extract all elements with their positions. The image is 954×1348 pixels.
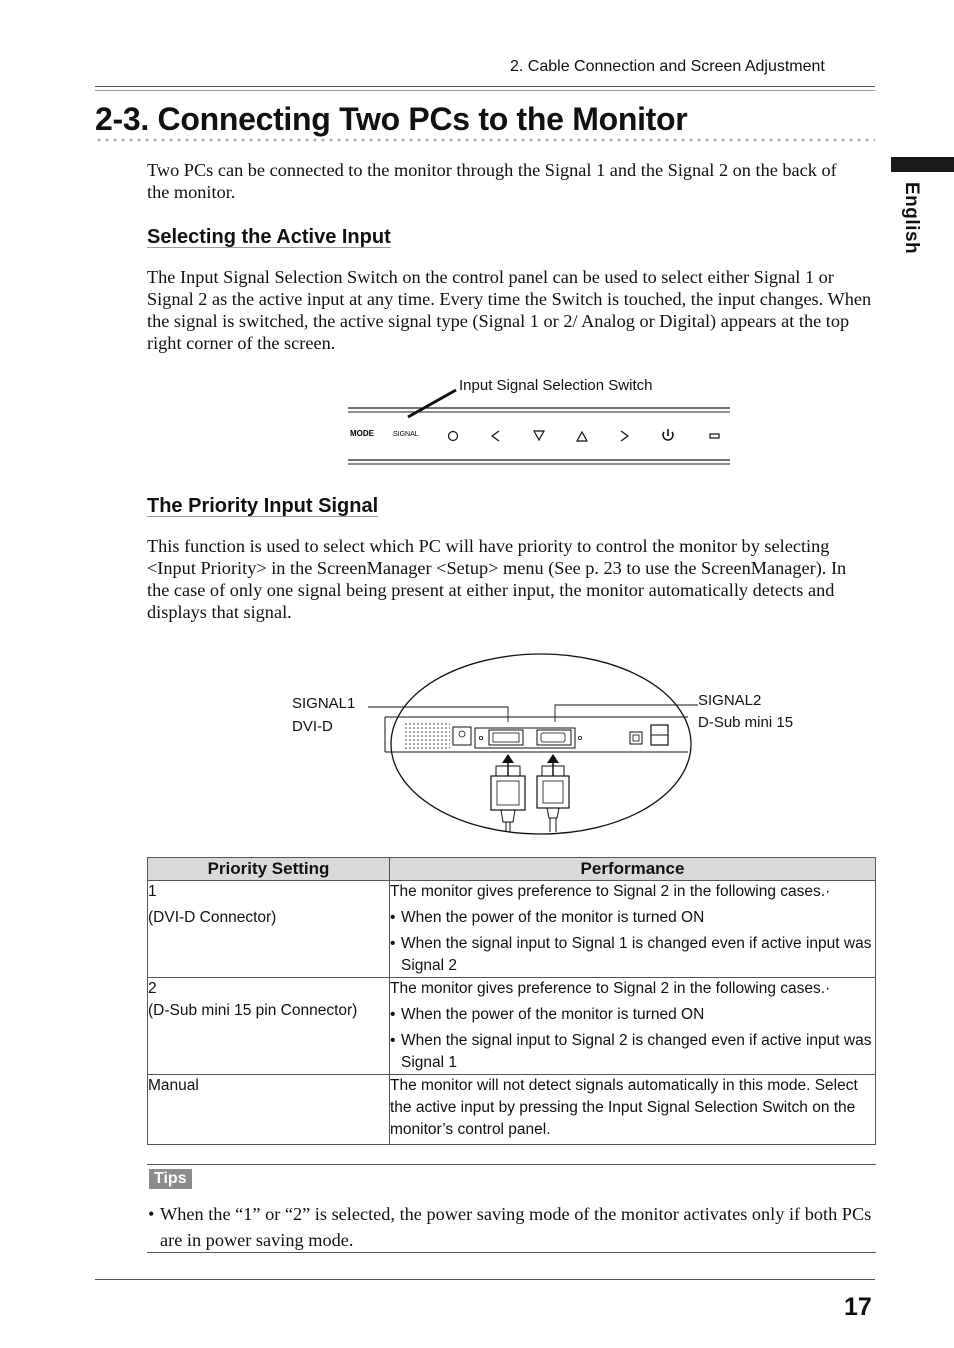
running-header: 2. Cable Connection and Screen Adjustment — [510, 58, 825, 75]
performance-cell — [390, 1075, 876, 1145]
header-rule-secondary — [95, 90, 875, 91]
priority-table — [147, 857, 876, 1145]
up-arrow-icon — [577, 432, 587, 441]
tips-top-rule — [147, 1164, 876, 1165]
signal-label: SIGNAL — [393, 431, 419, 438]
table-row — [148, 978, 876, 1075]
table-row — [148, 1075, 876, 1145]
switch-callout-label: Input Signal Selection Switch — [459, 377, 653, 394]
performance-bullet: • When the signal input to Signal 2 is changed even if active input was Signal 1 — [390, 1030, 875, 1074]
power-icon — [663, 429, 673, 440]
setting-cell — [148, 1075, 390, 1145]
signal1-type-label: DVI-D — [292, 718, 333, 735]
intro-paragraph: Two PCs can be connected to the monitor through the Signal 1 and the Signal 2 on the back of the monitor. — [147, 160, 837, 202]
tips-badge: Tips — [149, 1169, 192, 1189]
page-title: 2-3. Connecting Two PCs to the Monitor — [95, 101, 688, 137]
performance-bullet: • When the signal input to Signal 1 is changed even if active input was Signal 2 — [390, 933, 875, 977]
header-priority-setting: Priority Setting — [148, 858, 390, 881]
power-indicator-icon — [710, 434, 719, 438]
setting-description: (DVI-D Connector) — [148, 909, 277, 926]
setting-value: Manual — [148, 1077, 199, 1094]
table-row — [148, 881, 876, 978]
performance-intro: The monitor will not detect signals automatically in this mode. Select the active input by pressing the Input Signal Selection Switch on the monitor’s control panel. — [390, 1077, 858, 1138]
callout-leader-line — [408, 390, 456, 417]
tips-bottom-rule — [147, 1252, 876, 1253]
tips-text: When the “1” or “2” is selected, the power saving mode of the monitor activates only if both PCs are in power saving mode. — [160, 1204, 872, 1250]
performance-intro: The monitor gives preference to Signal 2 in the following cases.· — [390, 980, 831, 997]
tips-bullet: • — [148, 1204, 155, 1224]
performance-cell — [390, 881, 876, 978]
page-number: 17 — [844, 1293, 872, 1321]
performance-bullet: • When the power of the monitor is turned ON — [390, 1004, 875, 1026]
title-dotted-rule — [95, 138, 875, 142]
vent-grille — [403, 722, 450, 750]
section-body-active-input: The Input Signal Selection Switch on the control panel can be used to select either Signal 1 or Signal 2 as the active input at any time. Every time the Switch is touched, the input changes. When the signal is switched, the active signal type (Signal 1 or 2/ Analog or Digital) appears at the top right corner of the screen. — [147, 267, 872, 353]
connector-figure — [288, 650, 698, 840]
setting-cell — [148, 978, 390, 1075]
header-performance: Performance — [390, 858, 876, 881]
left-arrow-icon — [492, 431, 499, 441]
mode-label: MODE — [350, 429, 374, 438]
setting-value: 1 — [148, 883, 157, 900]
performance-intro: The monitor gives preference to Signal 2 in the following cases.· — [390, 883, 831, 900]
language-tab-bar — [891, 157, 954, 172]
header-rule — [95, 86, 875, 87]
section-body-priority-input: This function is used to select which PC will have priority to control the monitor by selecting <Input Priority> in the ScreenManager <Setup> menu (See p. 23 to use the ScreenManager). In the case of only one signal being present at either input, the monitor automatically detects and displays that signal. — [147, 536, 847, 622]
setting-value: 2 — [148, 980, 157, 997]
right-arrow-icon — [621, 431, 628, 441]
section-heading-priority-input: The Priority Input Signal — [147, 495, 379, 517]
enter-circle-icon — [449, 432, 458, 441]
table-header-row — [148, 858, 876, 881]
signal1-label: SIGNAL1 — [292, 695, 356, 712]
performance-cell — [390, 978, 876, 1075]
language-tab-label: English — [901, 182, 922, 255]
performance-bullet: • When the power of the monitor is turned ON — [390, 907, 875, 929]
setting-cell — [148, 881, 390, 978]
down-arrow-icon — [534, 431, 544, 440]
setting-description: (D-Sub mini 15 pin Connector) — [148, 1002, 358, 1019]
signal2-type-label: D-Sub mini 15 — [698, 714, 794, 731]
footer-rule — [95, 1279, 875, 1280]
section-heading-active-input: Selecting the Active Input — [147, 226, 391, 248]
signal2-label: SIGNAL2 — [698, 692, 762, 709]
